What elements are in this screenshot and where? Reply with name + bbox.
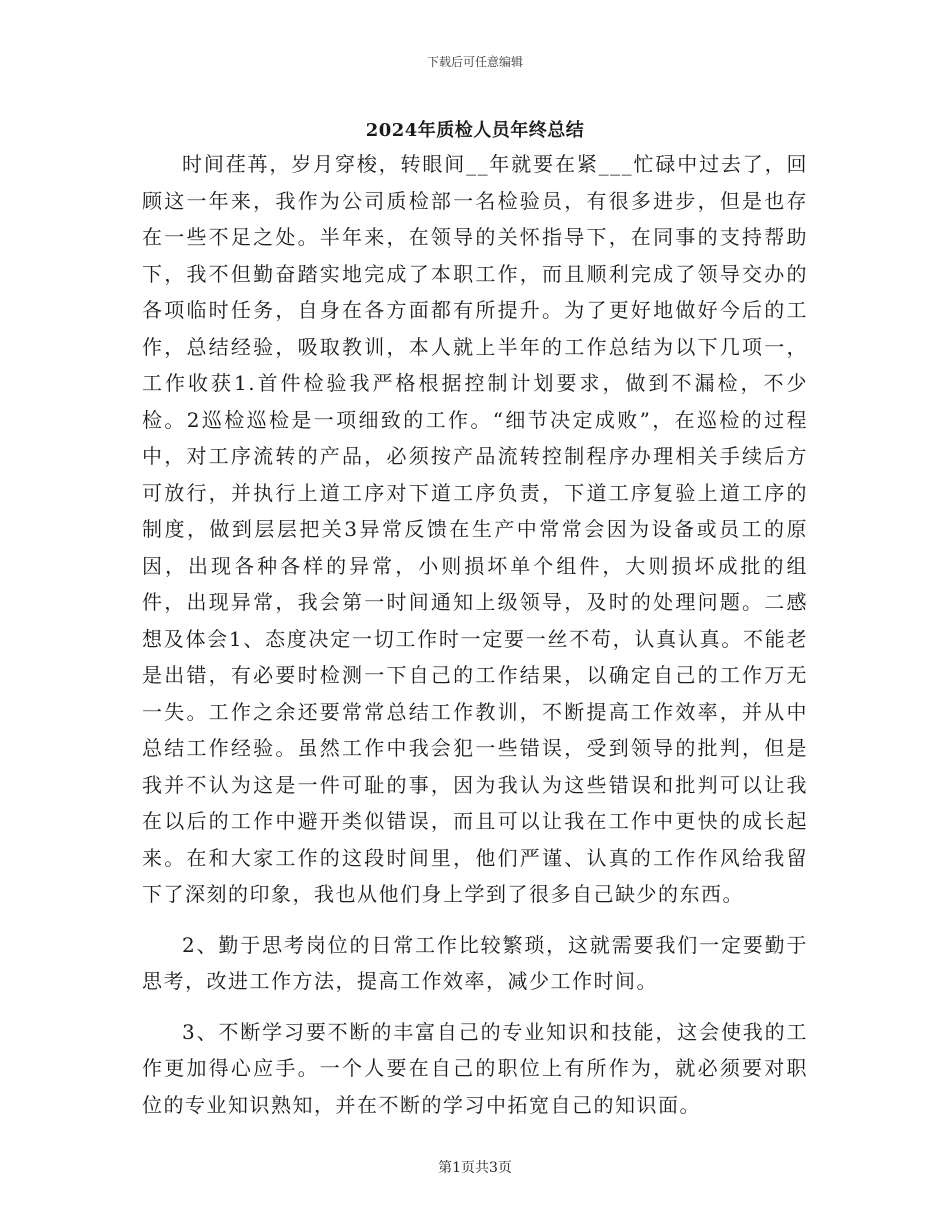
paragraph-1: 时间荏苒，岁月穿梭，转眼间__年就要在紧___忙碌中过去了，回顾这一年来，我作为公司质检部一名检验员，有很多进步，但是也存在一些不足之处。半年来，在领导的关怀指导下，在同事的支持帮助下，我不但勤奋踏实地完成了本职工作，而且顺利完成了领导交办的各项临时任务，自身在各方面都有所提升。为了更好地做好今后的工作，总结经验，吸取教训，本人就上半年的工作总结为以下几项一，工作收获1.首件检验我严格根据控制计划要求，做到不漏检，不少检。2巡检巡检是一项细致的工作。“细节决定成败”，在巡检的过程中，对工序流转的产品，必须按产品流转控制程序办理相关手续后方可放行，并执行上道工序对下道工序负责，下道工序复验上道工序的制度，做到层层把关3异常反馈在生产中常常会因为设备或员工的原因，出现各种各样的异常，小则损坏单个组件，大则损坏成批的组件，出现异常，我会第一时间通知上级领导，及时的处理问题。二感想及体会1、态度决定一切工作时一定要一丝不苟，认真认真。不能老是出错，有必要时检测一下自己的工作结果，以确定自己的工作万无一失。工作之余还要常常总结工作教训，不断提高工作效率，并从中总结工作经验。虽然工作中我会犯一些错误，受到领导的批判，但是我并不认为这是一件可耻的事，因为我认为这些错误和批判可以让我在以后的工作中避开类似错误，而且可以让我在工作中更快的成长起来。在和大家工作的这段时间里，他们严谨、认真的工作作风给我留下了深刻的印象，我也从他们身上学到了很多自己缺少的东西。 [142,152,808,906]
document-title: 2024年质检人员年终总结 [365,120,585,141]
document-body [142,146,808,1123]
paragraph-2: 2、勤于思考岗位的日常工作比较繁琐，这就需要我们一定要勤于思考，改进工作方法，提高工作效率，减少工作时间。 [142,932,808,993]
paragraph-3: 3、不断学习要不断的丰富自己的专业知识和技能，这会使我的工作更加得心应手。一个人要在自己的职位上有所作为，就必须要对职位的专业知识熟知，并在不断的学习中拓宽自己的知识面。 [142,1019,808,1117]
header-note: 下载后可任意编辑 [426,55,523,69]
page-number: 第1页共3页 [438,1160,512,1176]
